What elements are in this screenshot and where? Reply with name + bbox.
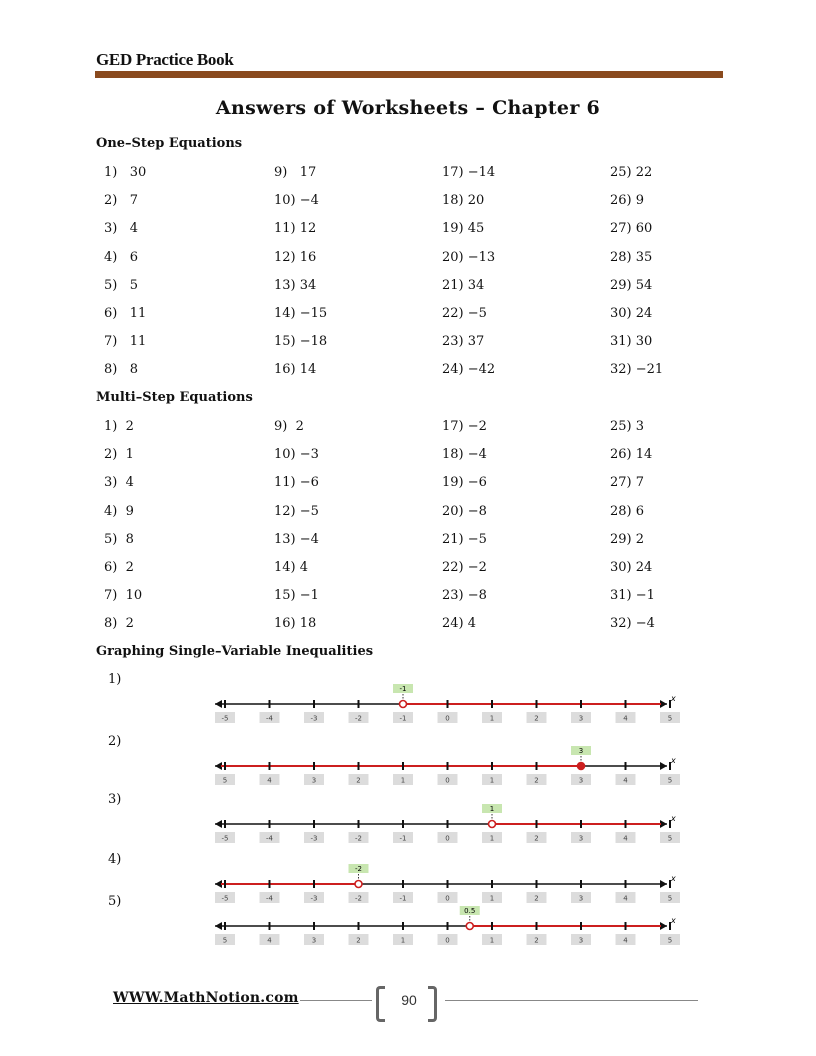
tick-label: -4 [266,714,273,723]
tick-label: 4 [623,834,628,843]
tick-label: 2 [534,894,539,903]
multi-step-answer: 10) −3 [274,447,319,463]
multi-step-answer: 6) 2 [104,559,134,575]
page-number: 90 [401,992,417,1008]
one-step-answer: 17) −14 [442,165,496,180]
tick-label: 3 [311,936,317,945]
tick-label: -2 [355,834,362,843]
one-step-row [104,250,684,278]
one-step-answer: 14) −15 [274,305,328,321]
multi-step-answer: 13) −4 [274,531,319,547]
marker-label: -2 [355,865,362,873]
multi-step-answer: 22) −2 [442,559,487,575]
tick-label: 2 [534,834,539,843]
tick-label: 4 [623,714,628,723]
one-step-answer: 15) −18 [274,334,328,350]
tick-label: 5 [667,714,673,723]
tick-label: 1 [489,834,495,843]
one-step-answer: 25) 22 [610,165,653,180]
tick-label: 2 [356,936,361,945]
tick-label: -3 [310,714,318,723]
tick-label: 5 [667,894,673,903]
inequality-label: 5) [108,894,122,909]
one-step-answers [104,165,684,391]
multi-step-answer: 23) −8 [442,588,487,604]
multi-step-row [104,560,684,588]
multi-step-answer: 16) 18 [274,616,317,632]
tick-label: 0 [445,936,450,945]
one-step-answer: 5) 5 [104,277,139,293]
marker-label: 1 [489,805,495,813]
tick-label: -1 [399,894,407,903]
section-title-inequalities: Graphing Single–Variable Inequalities [96,644,374,659]
one-step-answer: 22) −5 [442,305,487,321]
one-step-row [104,334,684,362]
multi-step-row [104,447,684,475]
tick-label: 5 [222,936,228,945]
tick-label: 3 [578,776,584,785]
number-line [205,902,685,958]
axis-label: x [671,694,676,703]
one-step-row [104,362,684,390]
one-step-answer: 18) 20 [442,193,485,209]
footer-url: WWW.MathNotion.com [113,990,299,1006]
multi-step-answer: 2) 1 [104,447,134,463]
one-step-answer: 31) 30 [610,334,653,350]
tick-label: 2 [534,714,539,723]
header-rule [95,71,723,78]
one-step-answer: 16) 14 [274,362,317,378]
tick-label: 0 [445,894,450,903]
section-title-multi-step: Multi–Step Equations [96,390,253,405]
one-step-answer: 26) 9 [610,193,645,209]
number-line [205,800,685,856]
tick-label: -4 [266,894,273,903]
multi-step-answer: 15) −1 [274,588,319,604]
one-step-answer: 23) 37 [442,334,485,350]
page-title: Answers of Worksheets – Chapter 6 [215,97,601,119]
multi-step-answer: 17) −2 [442,419,487,434]
multi-step-answer: 30) 24 [610,559,653,575]
footer-bracket-left [376,986,385,1022]
tick-label: 4 [623,776,628,785]
one-step-row [104,165,684,193]
one-step-answer: 9) 17 [274,165,317,180]
tick-label: -5 [221,714,229,723]
number-line [205,680,685,736]
open-circle-icon [466,923,473,930]
multi-step-answer: 12) −5 [274,503,319,519]
one-step-answer: 29) 54 [610,277,653,293]
right-arrow-icon [660,700,667,708]
left-arrow-icon [215,762,222,770]
multi-step-answer: 14) 4 [274,559,309,575]
left-arrow-icon [215,880,222,888]
one-step-row [104,306,684,334]
one-step-answer: 27) 60 [610,221,653,237]
footer-bracket-right [428,986,437,1022]
multi-step-answer: 7) 10 [104,588,143,604]
multi-step-answer: 32) −4 [610,616,655,632]
tick-label: 5 [667,776,673,785]
open-circle-icon [400,701,407,708]
multi-step-answer: 1) 2 [104,419,134,434]
one-step-answer: 10) −4 [274,193,319,209]
tick-label: 5 [667,936,673,945]
tick-label: 1 [400,776,406,785]
one-step-answer: 13) 34 [274,277,317,293]
inequality-label: 1) [108,672,122,687]
multi-step-row [104,504,684,532]
tick-label: 3 [578,894,584,903]
tick-label: 4 [267,776,272,785]
tick-label: 2 [534,936,539,945]
one-step-row [104,278,684,306]
one-step-row [104,221,684,249]
multi-step-row [104,532,684,560]
left-arrow-icon [215,700,222,708]
tick-label: -1 [399,834,407,843]
tick-label: -2 [355,714,362,723]
tick-label: 2 [356,776,361,785]
multi-step-answer: 29) 2 [610,531,645,547]
tick-label: -3 [310,894,318,903]
one-step-answer: 4) 6 [104,249,139,265]
multi-step-row [104,475,684,503]
left-arrow-icon [215,820,222,828]
tick-label: 1 [489,894,495,903]
right-arrow-icon [660,820,667,828]
multi-step-answer: 18) −4 [442,447,487,463]
tick-label: 3 [311,776,317,785]
multi-step-answer: 5) 8 [104,531,134,547]
multi-step-row [104,419,684,447]
marker-label: 3 [578,747,584,755]
one-step-answer: 1) 30 [104,165,147,180]
one-step-answer: 3) 4 [104,221,139,237]
open-circle-icon [489,821,496,828]
axis-label: x [671,814,676,823]
one-step-answer: 7) 11 [104,334,147,350]
one-step-answer: 32) −21 [610,362,664,378]
multi-step-answers [104,419,684,645]
one-step-answer: 12) 16 [274,249,317,265]
multi-step-row [104,616,684,644]
tick-label: -3 [310,834,318,843]
multi-step-answer: 19) −6 [442,475,487,491]
tick-label: 3 [578,936,584,945]
multi-step-answer: 26) 14 [610,447,653,463]
one-step-answer: 11) 12 [274,221,317,237]
open-circle-icon [355,881,362,888]
tick-label: 3 [578,834,584,843]
one-step-answer: 6) 11 [104,305,147,321]
multi-step-answer: 27) 7 [610,475,645,491]
footer-line-right [445,1000,698,1001]
tick-label: 0 [445,714,450,723]
axis-label: x [671,874,676,883]
footer-line-left [300,1000,372,1001]
one-step-answer: 20) −13 [442,249,496,265]
one-step-answer: 30) 24 [610,305,653,321]
tick-label: 1 [489,776,495,785]
multi-step-answer: 9) 2 [274,419,304,434]
tick-label: 4 [267,936,272,945]
multi-step-answer: 3) 4 [104,475,134,491]
axis-label: x [671,756,676,765]
right-arrow-icon [660,762,667,770]
tick-label: 0 [445,776,450,785]
tick-label: 0 [445,834,450,843]
multi-step-answer: 20) −8 [442,503,487,519]
tick-label: 3 [578,714,584,723]
tick-label: 1 [489,714,495,723]
left-arrow-icon [215,922,222,930]
right-arrow-icon [660,922,667,930]
multi-step-answer: 28) 6 [610,503,645,519]
right-arrow-icon [660,880,667,888]
multi-step-answer: 4) 9 [104,503,134,519]
one-step-answer: 19) 45 [442,221,485,237]
multi-step-answer: 24) 4 [442,616,477,632]
tick-label: -2 [355,894,362,903]
number-line [205,742,685,798]
one-step-answer: 8) 8 [104,362,139,378]
inequality-label: 3) [108,792,122,807]
multi-step-answer: 11) −6 [274,475,319,491]
multi-step-answer: 8) 2 [104,616,134,632]
tick-label: 1 [489,936,495,945]
multi-step-answer: 25) 3 [610,419,645,434]
axis-label: x [671,916,676,925]
one-step-answer: 28) 35 [610,249,653,265]
tick-label: 2 [534,776,539,785]
multi-step-answer: 21) −5 [442,531,487,547]
inequality-label: 4) [108,852,122,867]
one-step-row [104,193,684,221]
tick-label: 5 [667,834,673,843]
multi-step-row [104,588,684,616]
tick-label: 5 [222,776,228,785]
one-step-answer: 21) 34 [442,277,485,293]
book-title: GED Practice Book [96,50,234,69]
tick-label: -5 [221,834,229,843]
marker-label: 0.5 [464,907,476,915]
marker-label: -1 [399,685,407,693]
multi-step-answer: 31) −1 [610,588,655,604]
tick-label: 4 [623,936,628,945]
one-step-answer: 2) 7 [104,193,139,209]
tick-label: 4 [623,894,628,903]
section-title-one-step: One–Step Equations [96,136,243,151]
tick-label: 1 [400,936,406,945]
tick-label: -1 [399,714,407,723]
tick-label: -5 [221,894,229,903]
closed-circle-icon [578,763,585,770]
inequality-label: 2) [108,734,122,749]
one-step-answer: 24) −42 [442,362,496,378]
tick-label: -4 [266,834,273,843]
